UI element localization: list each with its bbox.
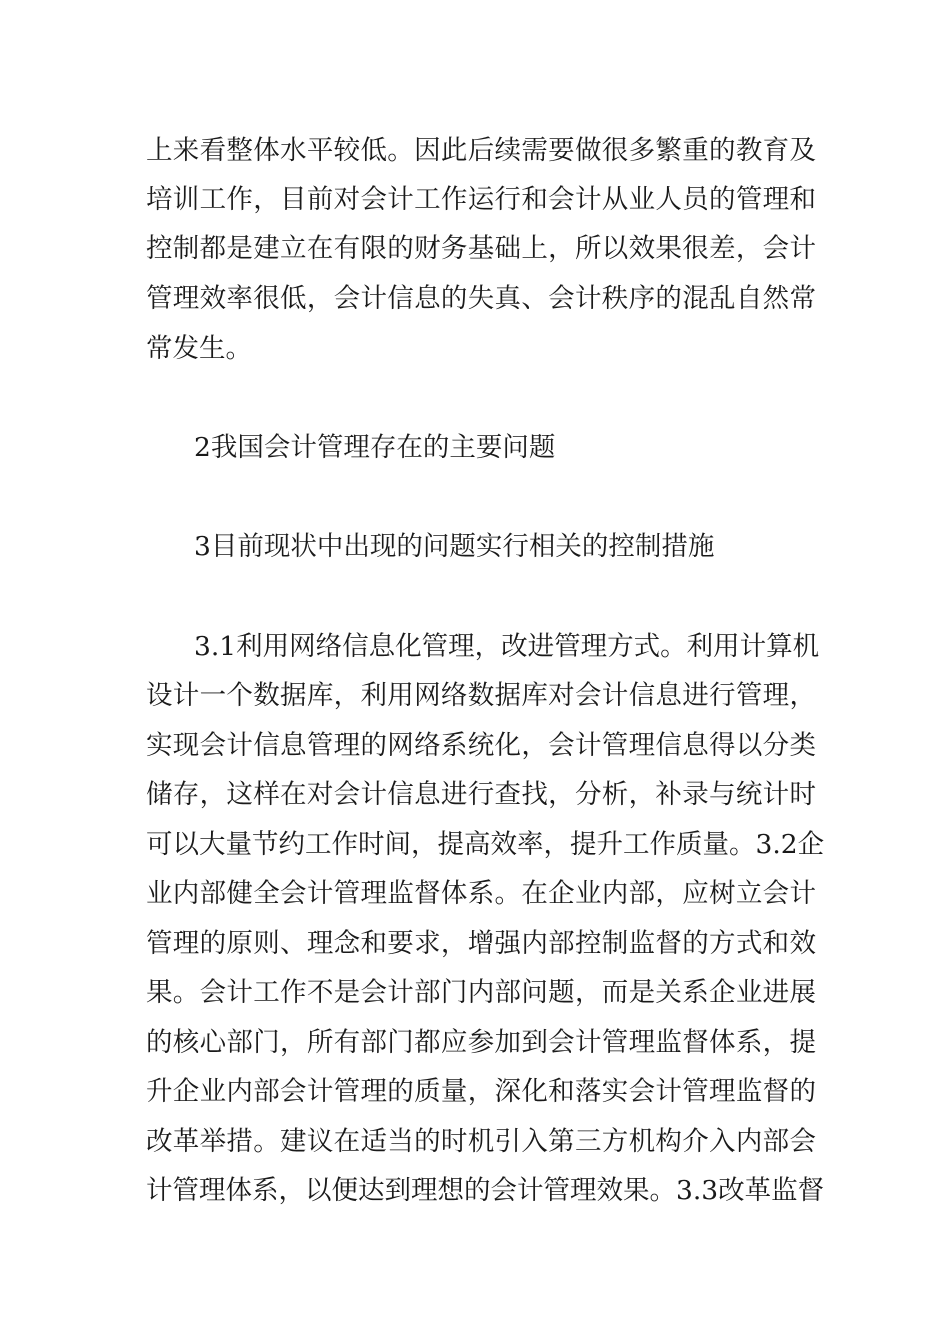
section-heading-3: 3目前现状中出现的问题实行相关的控制措施	[194, 531, 715, 562]
text-line: 计管理体系，以便达到理想的会计管理效果。3.3改革监督	[146, 1175, 825, 1206]
text-line: 培训工作，目前对会计工作运行和会计从业人员的管理和	[146, 184, 816, 215]
text-line: 上来看整体水平较低。因此后续需要做很多繁重的教育及	[146, 135, 816, 166]
text-line: 设计一个数据库，利用网络数据库对会计信息进行管理，	[146, 680, 816, 711]
section-heading-2: 2我国会计管理存在的主要问题	[194, 432, 556, 463]
text-line: 升企业内部会计管理的质量，深化和落实会计管理监督的	[146, 1076, 816, 1107]
text-line: 实现会计信息管理的网络系统化，会计管理信息得以分类	[146, 730, 816, 761]
text-line: 管理效率很低，会计信息的失真、会计秩序的混乱自然常	[146, 283, 816, 314]
text-line: 改革举措。建议在适当的时机引入第三方机构介入内部会	[146, 1126, 816, 1157]
text-line: 控制都是建立在有限的财务基础上，所以效果很差，会计	[146, 233, 816, 264]
text-line: 的核心部门，所有部门都应参加到会计管理监督体系，提	[146, 1027, 816, 1058]
text-line: 管理的原则、理念和要求，增强内部控制监督的方式和效	[146, 928, 816, 959]
text-line: 储存，这样在对会计信息进行查找，分析，补录与统计时	[146, 779, 816, 810]
text-line: 3.1利用网络信息化管理，改进管理方式。利用计算机	[194, 631, 820, 662]
text-line: 果。会计工作不是会计部门内部问题，而是关系企业进展	[146, 977, 816, 1008]
text-line: 可以大量节约工作时间，提高效率，提升工作质量。3.2企	[146, 829, 825, 860]
text-line: 常发生。	[146, 333, 252, 364]
text-line: 业内部健全会计管理监督体系。在企业内部，应树立会计	[146, 878, 816, 909]
